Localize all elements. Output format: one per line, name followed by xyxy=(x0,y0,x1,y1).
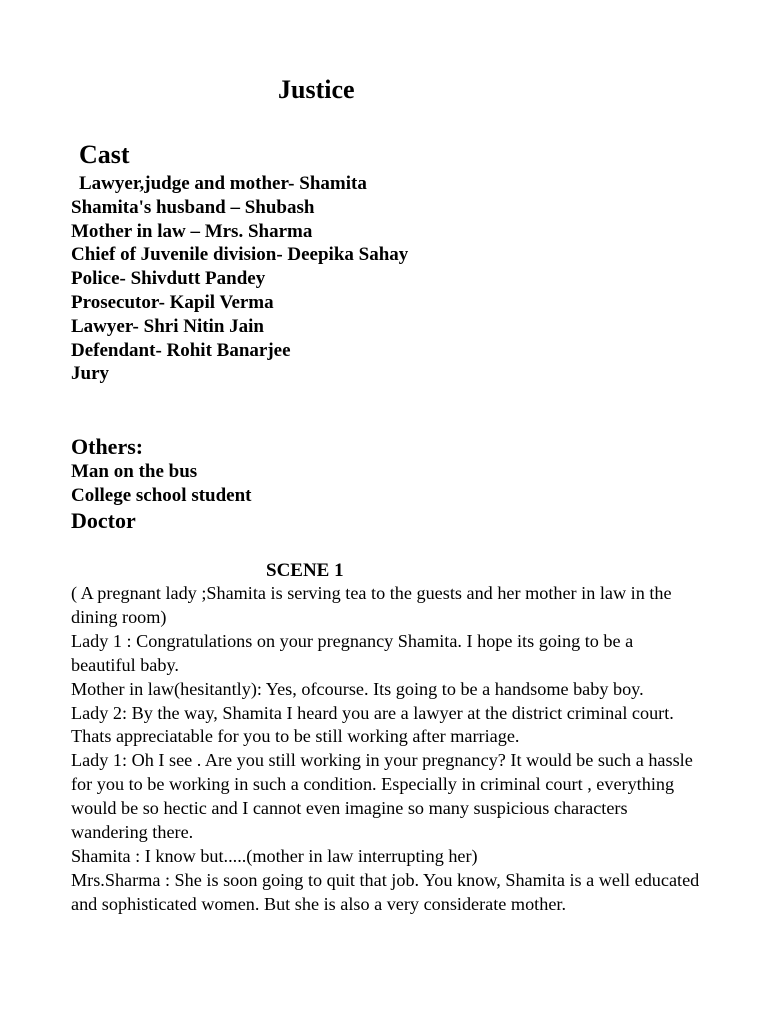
script-line: Mother in law(hesitantly): Yes, ofcourse. Its going to be a handsome baby boy. xyxy=(71,678,644,699)
cast-item: Shamita's husband – Shubash xyxy=(71,196,315,218)
others-item: Doctor xyxy=(71,508,136,533)
cast-item: Lawyer,judge and mother- Shamita xyxy=(79,173,367,194)
cast-item: Defendant- Rohit Banarjee xyxy=(71,339,291,361)
cast-item: Mother in law – Mrs. Sharma xyxy=(71,220,313,242)
others-list xyxy=(71,460,252,534)
others-heading: Others: xyxy=(71,434,144,459)
scene-heading: SCENE 1 xyxy=(266,560,344,581)
script-line: Mrs.Sharma : She is soon going to quit that job. You know, Shamita is a well educated and sophisticated women. But she is also a very considerate mother. xyxy=(71,869,700,914)
script-line: Lady 1 : Congratulations on your pregnancy Shamita. I hope its going to be a beautiful baby. xyxy=(71,630,634,675)
cast-item: Chief of Juvenile division- Deepika Sahay xyxy=(71,244,409,266)
scene-script xyxy=(71,582,701,917)
script-line: ( A pregnant lady ;Shamita is serving tea to the guests and her mother in law in the dining room) xyxy=(71,583,672,627)
script-line: Lady 1: Oh I see . Are you still working in your pregnancy? It would be such a hassle for you to be working in such a condition. Especially in criminal court , everything would be so hectic and I cannot even imagine so many suspicious characters wandering there. xyxy=(71,750,693,843)
others-item: College school student xyxy=(71,485,252,506)
script-line: Lady 2: By the way, Shamita I heard you are a lawyer at the district criminal court. Thats appreciatable for you to be still working after marriage. xyxy=(71,702,674,747)
cast-item: Lawyer- Shri Nitin Jain xyxy=(71,315,264,337)
cast-item: Prosecutor- Kapil Verma xyxy=(71,291,274,313)
cast-list xyxy=(71,172,408,386)
others-item: Man on the bus xyxy=(71,461,198,482)
cast-heading: Cast xyxy=(79,140,130,169)
cast-item: Police- Shivdutt Pandey xyxy=(71,268,266,290)
script-line: Shamita : I know but.....(mother in law interrupting her) xyxy=(71,845,478,866)
cast-item: Jury xyxy=(71,363,109,385)
document-title: Justice xyxy=(278,75,355,104)
